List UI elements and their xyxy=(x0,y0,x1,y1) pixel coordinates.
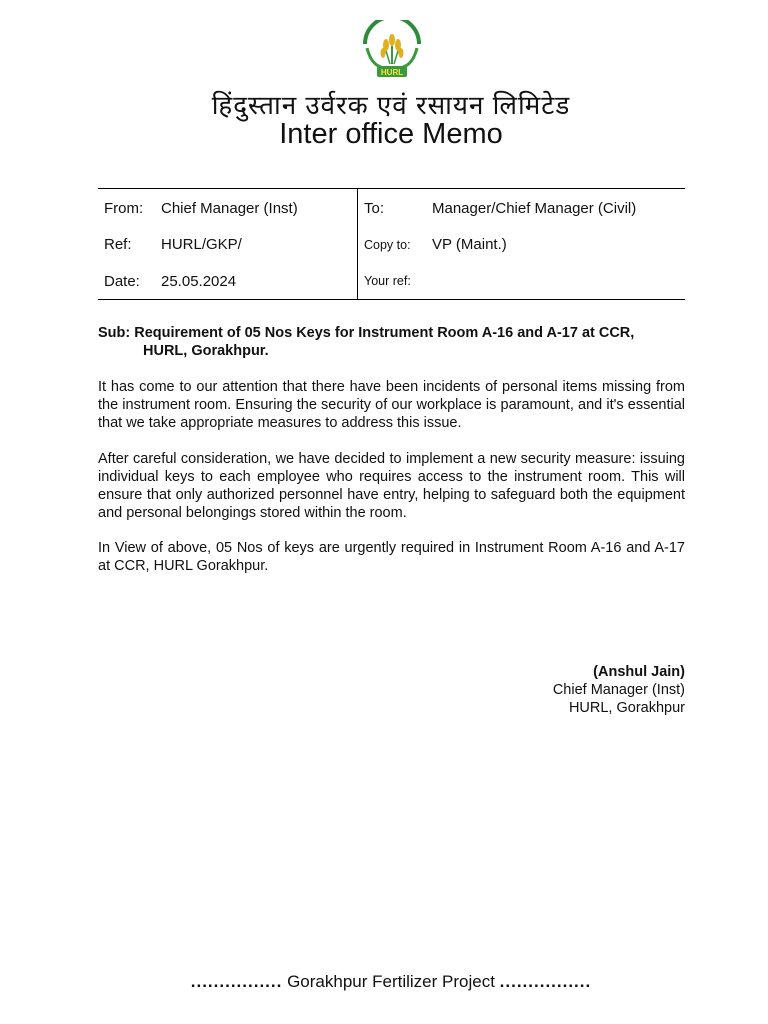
copy-to-value: VP (Maint.) xyxy=(432,236,507,253)
from-label: From: xyxy=(104,200,144,217)
ref-value: HURL/GKP/ xyxy=(161,236,242,253)
memo-title: Inter office Memo xyxy=(279,118,503,150)
to-value: Manager/Chief Manager (Civil) xyxy=(432,200,637,217)
footer-dots-right: ................ xyxy=(499,972,592,991)
company-logo xyxy=(359,20,425,80)
company-name-hindi: हिंदुस्तान उर्वरक एवं रसायन लिमिटेड xyxy=(211,90,571,120)
body-paragraph-1: It has come to our attention that there have been incidents of personal items missing from the instrument room. Ensuring the security of our workplace is paramount, and it's essential that we take appropriate measures to address this issue. xyxy=(98,379,685,431)
footer-text: Gorakhpur Fertilizer Project xyxy=(287,972,495,991)
signatory-location: HURL, Gorakhpur xyxy=(568,700,685,716)
column-divider xyxy=(357,189,358,299)
footer-dots-left: ................ xyxy=(190,972,283,991)
date-value: 25.05.2024 xyxy=(161,273,237,290)
page-footer xyxy=(0,972,768,992)
body-paragraph-2: After careful consideration, we have decided to implement a new security measure: issuing individual keys to each employee who requires access to the instrument room. This will ensure that only authorized personnel have entry, helping to safeguard both the equipment and personal belongings stored within the room. xyxy=(98,451,685,521)
body-paragraph-3: In View of above, 05 Nos of keys are urgently required in Instrument Room A-16 and A-17 at CCR, HURL Gorakhpur. xyxy=(98,540,685,574)
copy-to-label: Copy to: xyxy=(364,238,411,252)
subject-line-2: HURL, Gorakhpur. xyxy=(143,343,269,359)
signature-block xyxy=(553,663,685,717)
logo-text: HURL xyxy=(380,68,404,77)
signatory-name: (Anshul Jain) xyxy=(593,664,685,680)
ref-label: Ref: xyxy=(104,236,132,253)
from-value: Chief Manager (Inst) xyxy=(161,200,298,217)
memo-subject xyxy=(98,324,685,360)
your-ref-label: Your ref: xyxy=(364,274,411,288)
memo-header-table xyxy=(98,188,685,300)
subject-line-1: Sub: Requirement of 05 Nos Keys for Instrument Room A-16 and A-17 at CCR, xyxy=(98,325,635,341)
to-label: To: xyxy=(364,200,385,217)
signatory-designation: Chief Manager (Inst) xyxy=(552,682,685,698)
date-label: Date: xyxy=(104,273,140,290)
